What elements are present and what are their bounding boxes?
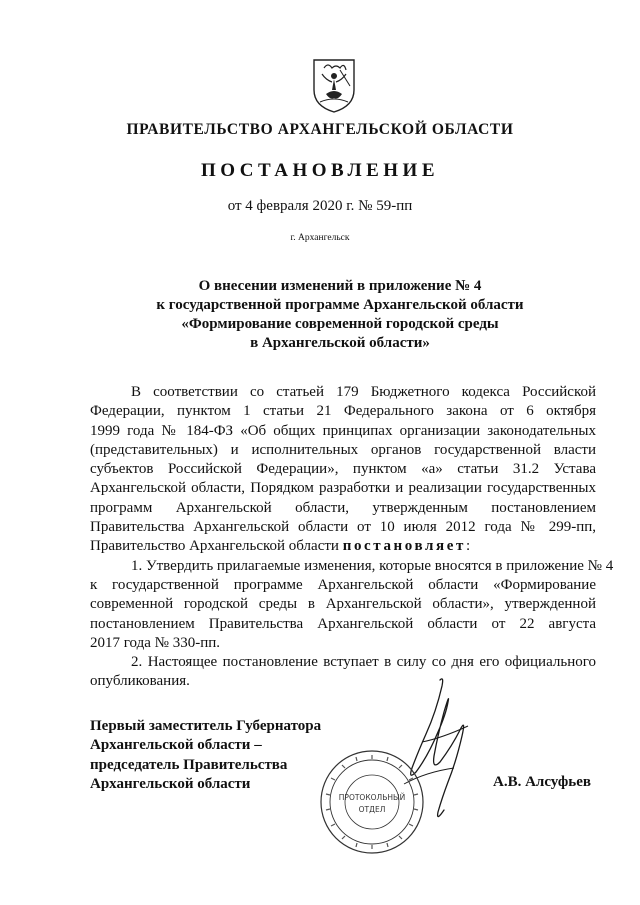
document-type: ПОСТАНОВЛЕНИЕ <box>200 160 440 181</box>
item2-line: 2. Настоящее постановление вступает в силу со дня его официального <box>131 654 596 671</box>
position-line: Архангельской области – <box>90 737 262 754</box>
preamble-last-text: Правительство Архангельской области <box>90 538 343 555</box>
preamble-line: Архангельской области, Порядком разработки и реализации государственных <box>90 480 596 497</box>
preamble-line: Правительства Архангельской области от 10 июля 2012 года № 299-пп, <box>90 519 596 536</box>
stamp-center-line2: ОТДЕЛ <box>358 805 386 814</box>
government-title: ПРАВИТЕЛЬСТВО АРХАНГЕЛЬСКОЙ ОБЛАСТИ <box>126 121 514 138</box>
preamble-line: программ Архангельской области, утвержденным постановлением <box>90 499 596 516</box>
preamble-line: Федерации, пунктом 1 статьи 21 Федерального закона от 6 октября <box>90 403 596 420</box>
stamp-center-line1: ПРОТОКОЛЬНЫЙ <box>338 793 406 802</box>
document-subject <box>90 277 590 353</box>
preamble-closing-line <box>90 537 596 556</box>
item1-line: современной городской среды в Архангельской области», утвержденной <box>90 596 596 613</box>
signatory-position <box>90 717 321 794</box>
signatory-name: А.В. Алсуфьев <box>493 774 591 790</box>
resolves-colon: : <box>465 538 471 555</box>
preamble-line: (представительных) и исполнительных органов государственной власти <box>90 441 596 458</box>
position-line: председатель Правительства <box>90 756 288 773</box>
item1-line: к государственной программе Архангельской области «Формирование <box>90 576 596 593</box>
official-stamp <box>318 748 426 856</box>
subject-line: к государственной программе Архангельской области <box>156 297 524 313</box>
subject-line: О внесении изменений в приложение № 4 <box>198 278 482 294</box>
coat-of-arms-emblem <box>310 56 358 114</box>
position-line: Архангельской области <box>90 775 251 792</box>
document-body <box>90 383 614 692</box>
subject-line: «Формирование современной городской среды <box>181 316 499 332</box>
resolves-word: постановляет <box>342 538 466 555</box>
item2-line: опубликования. <box>90 673 190 690</box>
preamble-line: 1999 года № 184-ФЗ «Об общих принципах организации законодательных <box>90 422 596 439</box>
document-city: г. Архангельск <box>290 233 350 243</box>
item1-line: постановлением Правительства Архангельской области от 22 августа <box>90 615 596 632</box>
position-line: Первый заместитель Губернатора <box>90 718 322 734</box>
subject-line: в Архангельской области» <box>250 335 430 351</box>
item1-line: 2017 года № 330-пп. <box>90 634 220 651</box>
preamble-line: В соответствии со статьей 179 Бюджетного кодекса Российской <box>131 384 596 400</box>
item1-line: 1. Утвердить прилагаемые изменения, которые вносятся в приложение № 4 <box>131 557 614 574</box>
preamble-line: субъектов Российской Федерации», пунктом «а» статьи 31.2 Устава <box>90 461 596 478</box>
document-date-number: от 4 февраля 2020 г. № 59-пп <box>227 198 413 214</box>
